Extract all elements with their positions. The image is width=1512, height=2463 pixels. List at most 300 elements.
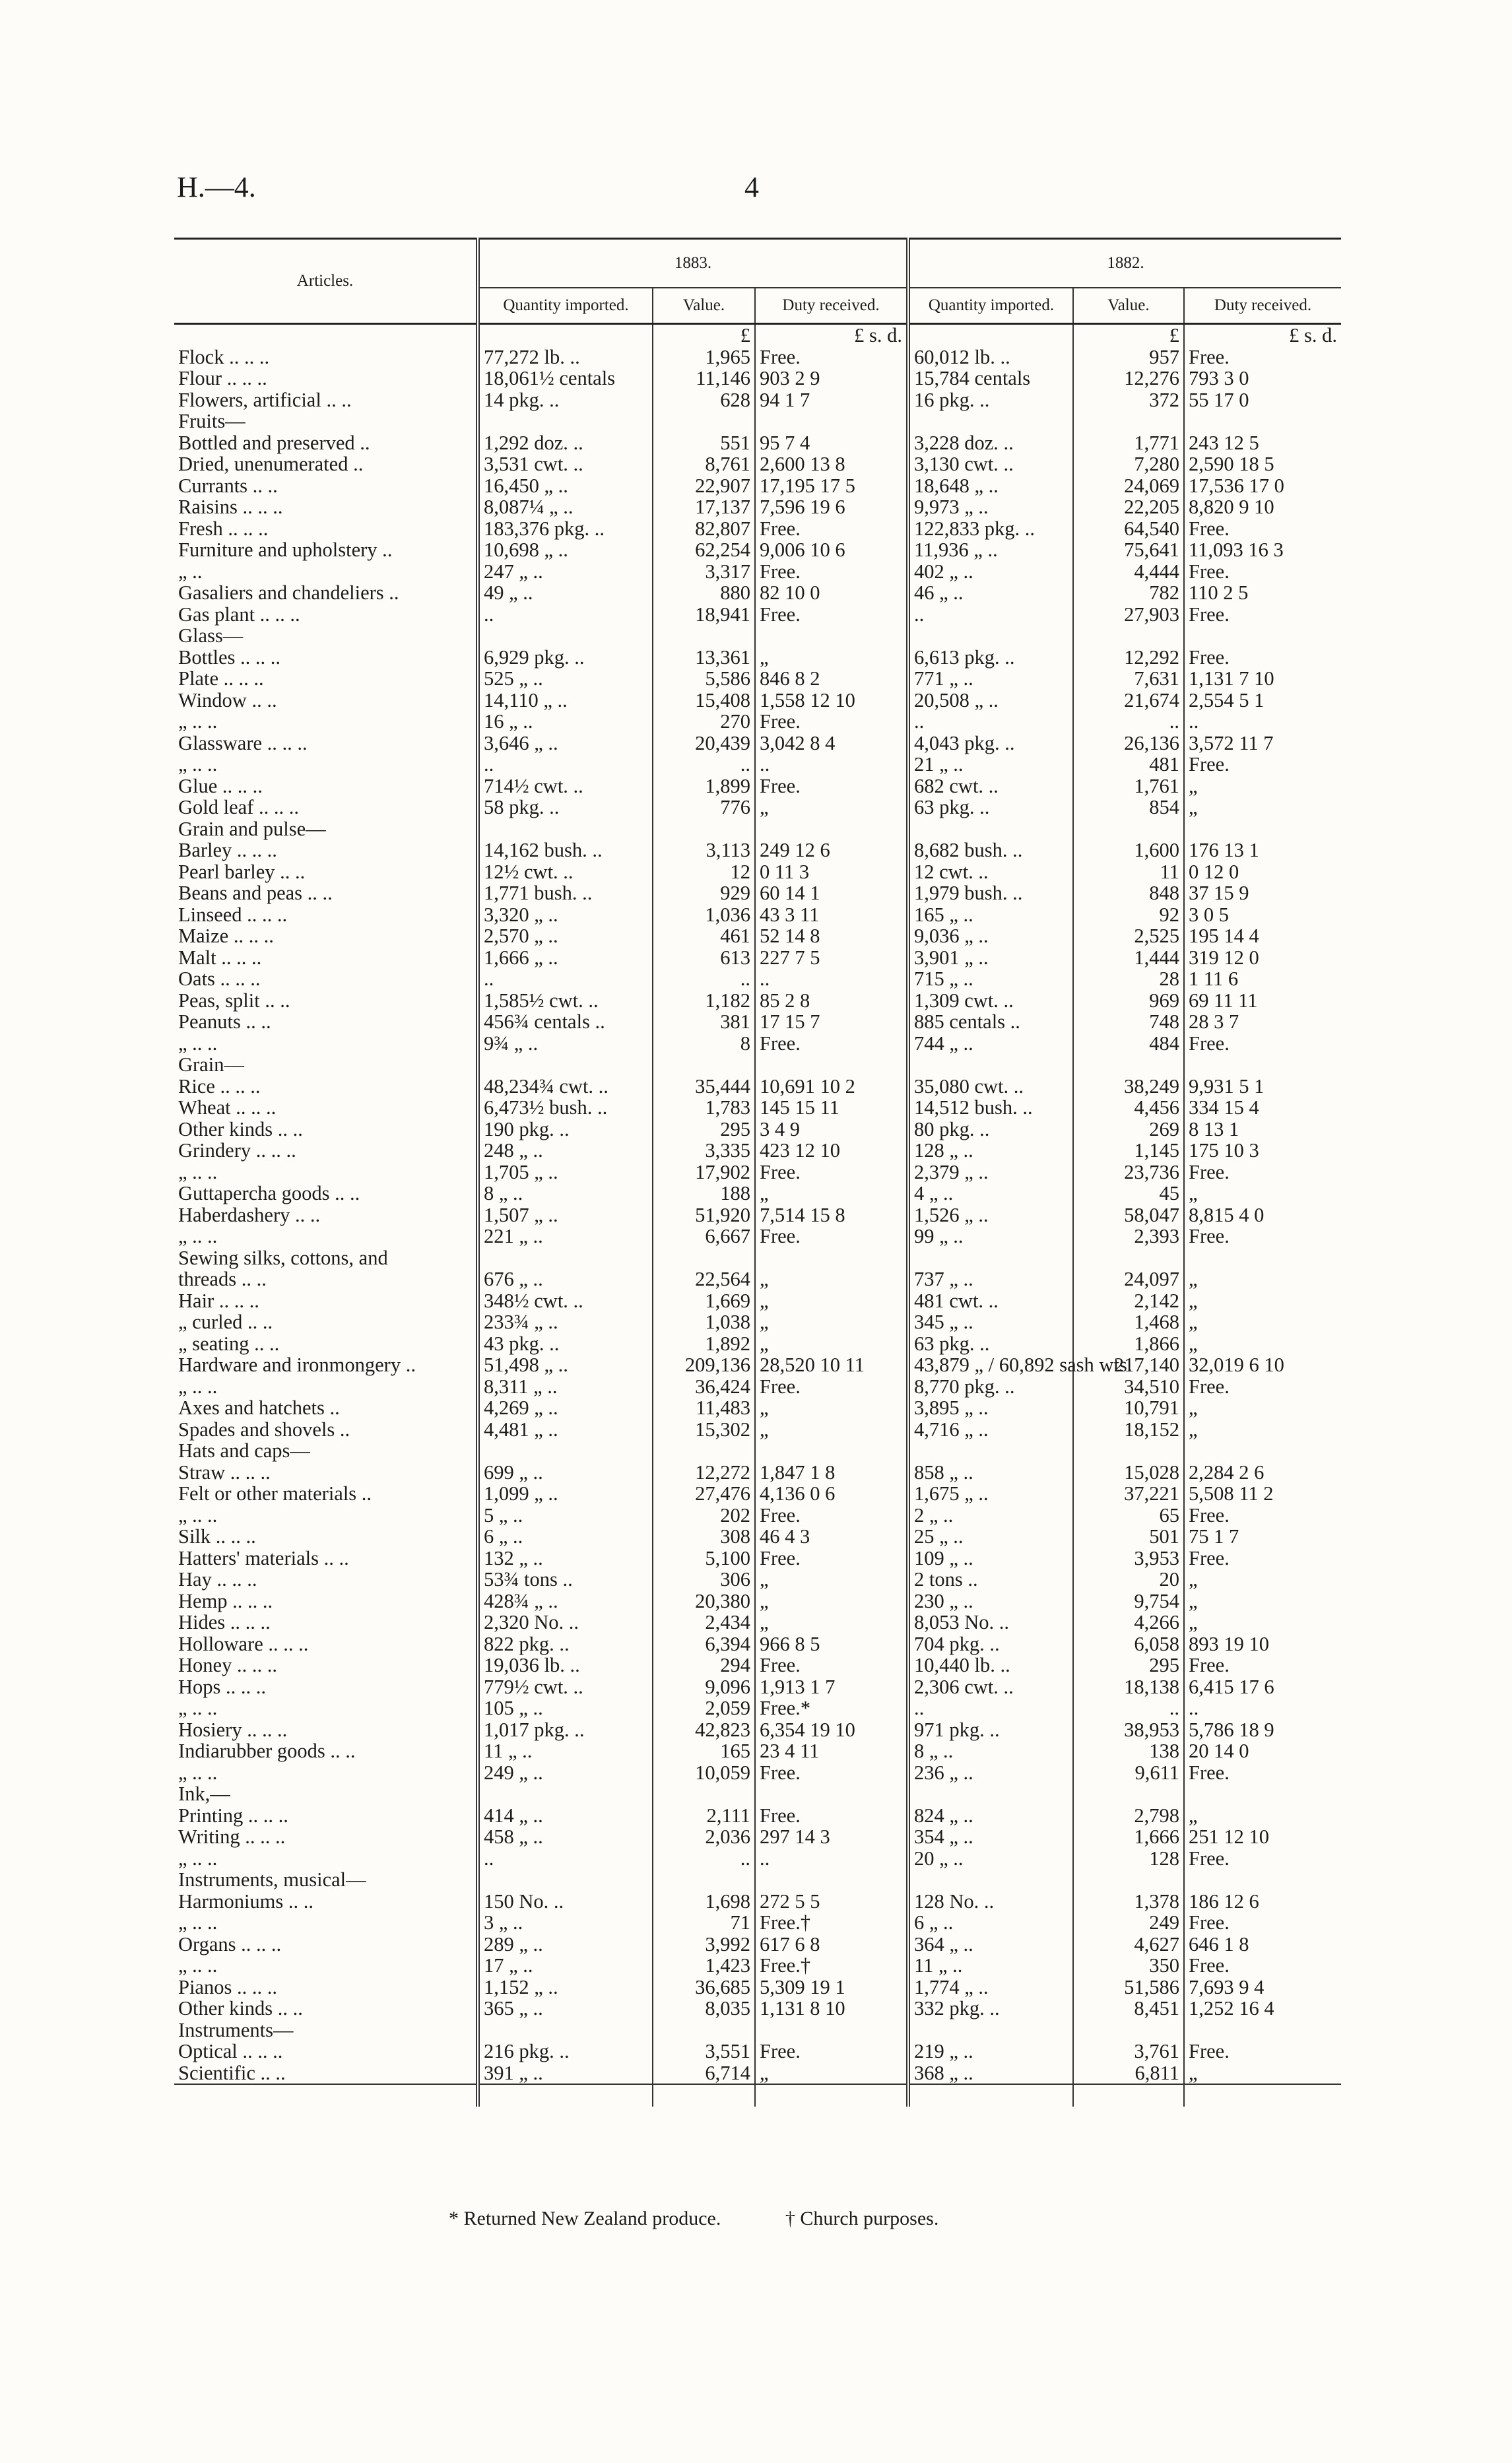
value-1882-cell: 249 (1073, 1912, 1184, 1934)
article-cell: „ .. .. (178, 710, 218, 733)
duty-1883-cell: „ (755, 647, 908, 669)
duty-1883-cell (755, 818, 908, 840)
qty-1882-cell: 43,879 „ / 60,892 sash wts. (908, 1354, 1073, 1376)
table-row (174, 1268, 1341, 1290)
value-1882-cell: 1,378 (1073, 1891, 1184, 1913)
qty-1883-cell: 248 „ .. (478, 1140, 653, 1162)
qty-1882-cell: .. (908, 711, 1073, 733)
qty-1883-cell: 676 „ .. (478, 1268, 653, 1290)
article-cell: Guttapercha goods .. .. (178, 1182, 360, 1204)
table-row (174, 1483, 1341, 1505)
qty-1883-cell: 132 „ .. (478, 1548, 653, 1569)
value-1883-cell: 461 (653, 925, 755, 947)
qty-1882-cell: 971 pkg. .. (908, 1719, 1073, 1741)
value-1882-cell: 748 (1073, 1011, 1184, 1033)
qty-1883-cell: .. (478, 1848, 653, 1870)
qty-1882-cell: 771 „ .. (908, 668, 1073, 690)
article-cell: Linseed .. .. .. (178, 903, 288, 926)
table-row (174, 1783, 1341, 1805)
value-1882-cell: 12,292 (1073, 647, 1184, 669)
duty-1883-cell: 227 7 5 (755, 947, 908, 969)
table-row (174, 496, 1341, 518)
value-1882-cell: 3,953 (1073, 1548, 1184, 1569)
qty-1882-cell: 2,379 „ .. (908, 1162, 1073, 1183)
duty-1883-cell: 46 4 3 (755, 1526, 908, 1548)
duty-1883-cell (755, 625, 908, 647)
value-1883-cell: 9,096 (653, 1676, 755, 1698)
duty-1882-cell: 8 13 1 (1184, 1119, 1341, 1140)
value-1882-cell: 9,611 (1073, 1762, 1184, 1784)
value-1882-cell: 8,451 (1073, 1998, 1184, 2020)
article-cell: Straw .. .. .. (178, 1461, 271, 1484)
article-cell: Ink,— (178, 1783, 230, 1805)
article-cell: Gas plant .. .. .. (178, 603, 300, 626)
value-1883-cell: 6,714 (653, 2062, 755, 2085)
duty-1882-cell: 2,284 2 6 (1184, 1462, 1341, 1484)
duty-1883-cell: „ (755, 1591, 908, 1612)
table-row (174, 754, 1341, 775)
value-1883-cell: 551 (653, 432, 755, 454)
qty-1882-cell: 18,648 „ .. (908, 475, 1073, 497)
qty-1883-cell: 77,272 lb. .. (478, 346, 653, 368)
value-1883-cell: 3,992 (653, 1934, 755, 1955)
qty-1883-cell: 16,450 „ .. (478, 475, 653, 497)
duty-1882-cell: 7,693 9 4 (1184, 1977, 1341, 1998)
value-1883-cell: 12,272 (653, 1462, 755, 1484)
qty-1883-cell (478, 1440, 653, 1462)
qty-1882-cell: 15,784 centals (908, 368, 1073, 389)
value-1883-cell: 3,551 (653, 2041, 755, 2062)
value-1883-cell: .. (653, 968, 755, 990)
duty-1883-cell: 423 12 10 (755, 1140, 908, 1162)
table-row (174, 1934, 1341, 1955)
qty-1882-cell: 236 „ .. (908, 1762, 1073, 1784)
duty-1883-cell: Free.† (755, 1955, 908, 1977)
table-row (174, 1762, 1341, 1784)
table-row (174, 1376, 1341, 1398)
duty-1882-cell: 5,786 18 9 (1184, 1719, 1341, 1741)
article-cell: „ .. (178, 560, 203, 583)
value-1882-cell: 38,953 (1073, 1719, 1184, 1741)
qty-1882-cell: 14,512 bush. .. (908, 1097, 1073, 1119)
qty-1883-cell (478, 625, 653, 647)
table-row (174, 1633, 1341, 1655)
qty-1882-cell: 21 „ .. (908, 754, 1073, 775)
article-cell: Instruments, musical— (178, 1868, 366, 1891)
duty-1883-cell: 60 14 1 (755, 882, 908, 904)
value-1883-cell: .. (653, 754, 755, 775)
value-1883-cell: 1,892 (653, 1333, 755, 1355)
duty-1883-cell: Free. (755, 1805, 908, 1827)
qty-1882-cell: 60,012 lb. .. (908, 346, 1073, 368)
duty-1883-cell (755, 1869, 908, 1891)
duty-1882-cell: 75 1 7 (1184, 1526, 1341, 1548)
duty-1882-cell: 11,093 16 3 (1184, 539, 1341, 561)
value-1882-cell: 34,510 (1073, 1376, 1184, 1398)
article-cell: Sewing silks, cottons, and (178, 1246, 388, 1269)
value-1882-cell: 1,666 (1073, 1826, 1184, 1848)
duty-1882-cell: Free. (1184, 647, 1341, 669)
article-cell: Pianos .. .. .. (178, 1975, 277, 1998)
value-1883-cell: 3,335 (653, 1140, 755, 1162)
article-cell: Raisins .. .. .. (178, 496, 283, 518)
value-1883-cell: 2,036 (653, 1826, 755, 1848)
article-cell: Holloware .. .. .. (178, 1632, 309, 1655)
qty-1882-cell: 8,770 pkg. .. (908, 1376, 1073, 1398)
article-cell: Hides .. .. .. (178, 1611, 271, 1633)
value-header-1882: Value. (1073, 288, 1184, 324)
duty-1882-cell: Free. (1184, 1376, 1341, 1398)
article-cell: „ .. .. (178, 1761, 218, 1784)
table-row (174, 539, 1341, 561)
duty-1882-cell: 251 12 10 (1184, 1826, 1341, 1848)
article-cell: Fresh .. .. .. (178, 517, 269, 540)
article-cell: Organs .. .. .. (178, 1932, 282, 1955)
value-1882-cell: 4,456 (1073, 1097, 1184, 1119)
qty-1883-cell: 183,376 pkg. .. (478, 518, 653, 540)
value-1882-cell: 45 (1073, 1183, 1184, 1204)
duty-1883-cell: Free. (755, 1376, 908, 1398)
unit-value-1883: £ (653, 324, 755, 346)
duty-1883-cell: Free.* (755, 1697, 908, 1719)
qty-1882-cell: 20,508 „ .. (908, 690, 1073, 711)
table-row (174, 346, 1341, 368)
duty-1883-cell: .. (755, 754, 908, 775)
value-header-1883: Value. (653, 288, 755, 324)
duty-1883-cell: 1,847 1 8 (755, 1462, 908, 1484)
qty-header-1882: Quantity imported. (908, 288, 1073, 324)
table-row (174, 1119, 1341, 1140)
article-cell: Writing .. .. .. (178, 1825, 286, 1848)
value-1883-cell: 165 (653, 1740, 755, 1762)
table-row (174, 1397, 1341, 1419)
article-cell: Peanuts .. .. (178, 1010, 271, 1033)
duty-1882-cell: „ (1184, 775, 1341, 797)
duty-1883-cell: Free.† (755, 1912, 908, 1934)
article-cell: Window .. .. (178, 688, 277, 711)
duty-1883-cell (755, 410, 908, 432)
article-cell: Printing .. .. .. (178, 1804, 288, 1827)
qty-header-1883: Quantity imported. (478, 288, 653, 324)
value-1883-cell (653, 410, 755, 432)
qty-1883-cell: 289 „ .. (478, 1934, 653, 1955)
duty-1883-cell: 17 15 7 (755, 1011, 908, 1033)
duty-1882-cell: 17,536 17 0 (1184, 475, 1341, 497)
table-row (174, 1011, 1341, 1033)
qty-1882-cell: 230 „ .. (908, 1591, 1073, 1612)
duty-1882-cell: 9,931 5 1 (1184, 1076, 1341, 1098)
article-cell: „ .. .. (178, 1160, 218, 1183)
qty-1883-cell: 822 pkg. .. (478, 1633, 653, 1655)
value-1882-cell: 9,754 (1073, 1591, 1184, 1612)
duty-1882-cell: 55 17 0 (1184, 389, 1341, 411)
value-1883-cell: 1,783 (653, 1097, 755, 1119)
qty-1883-cell: 1,705 „ .. (478, 1162, 653, 1183)
value-1882-cell: 782 (1073, 582, 1184, 604)
duty-1882-cell: 1 11 6 (1184, 968, 1341, 990)
value-1882-cell: 37,221 (1073, 1483, 1184, 1505)
qty-1882-cell: 704 pkg. .. (908, 1633, 1073, 1655)
value-1883-cell: 270 (653, 711, 755, 733)
duty-1883-cell: Free. (755, 346, 908, 368)
duty-1882-cell: „ (1184, 2062, 1341, 2085)
qty-1883-cell (478, 1869, 653, 1891)
table-row (174, 561, 1341, 583)
article-cell: Bottles .. .. .. (178, 645, 281, 669)
value-1883-cell: 5,586 (653, 668, 755, 690)
article-cell: Axes and hatchets .. (178, 1396, 340, 1419)
value-1883-cell: 1,182 (653, 990, 755, 1012)
duty-1882-cell: 334 15 4 (1184, 1097, 1341, 1119)
duty-header-1882: Duty received. (1184, 288, 1341, 324)
qty-1882-cell: 4,043 pkg. .. (908, 733, 1073, 754)
value-1883-cell: 202 (653, 1505, 755, 1527)
duty-1882-cell: 6,415 17 6 (1184, 1676, 1341, 1698)
qty-1883-cell: 3,531 cwt. .. (478, 453, 653, 475)
duty-1882-cell: Free. (1184, 1955, 1341, 1977)
footnote-returned: * Returned New Zealand produce. (449, 2208, 721, 2229)
value-1883-cell: 306 (653, 1569, 755, 1591)
qty-1882-cell: 109 „ .. (908, 1548, 1073, 1569)
value-1882-cell (1073, 1440, 1184, 1462)
qty-1882-cell: 2 tons .. (908, 1569, 1073, 1591)
value-1882-cell: 6,811 (1073, 2062, 1184, 2085)
qty-1882-cell (908, 2020, 1073, 2041)
value-1883-cell: 42,823 (653, 1719, 755, 1741)
qty-1883-cell: 1,292 doz. .. (478, 432, 653, 454)
article-cell: „ .. .. (178, 1847, 218, 1870)
duty-1882-cell: Free. (1184, 1548, 1341, 1569)
article-cell: Fruits— (178, 410, 246, 432)
qty-1883-cell: 2,570 „ .. (478, 925, 653, 947)
value-1882-cell: 1,444 (1073, 947, 1184, 969)
qty-1883-cell: 4,481 „ .. (478, 1419, 653, 1441)
table-row (174, 668, 1341, 690)
article-cell: Dried, unenumerated .. (178, 453, 364, 475)
article-cell: „ .. .. (178, 1375, 218, 1398)
duty-1882-cell: Free. (1184, 1762, 1341, 1784)
duty-1883-cell: 1,913 1 7 (755, 1676, 908, 1698)
qty-1882-cell: 6 „ .. (908, 1912, 1073, 1934)
duty-1882-cell (1184, 1783, 1341, 1805)
article-cell: Harmoniums .. .. (178, 1889, 314, 1913)
qty-1882-cell: 1,774 „ .. (908, 1977, 1073, 1998)
duty-1882-cell: „ (1184, 1183, 1341, 1204)
qty-1882-cell: .. (908, 1697, 1073, 1719)
value-1883-cell: 62,254 (653, 539, 755, 561)
value-1882-cell (1073, 818, 1184, 840)
duty-1883-cell: „ (755, 1419, 908, 1441)
value-1882-cell: 484 (1073, 1033, 1184, 1055)
value-1882-cell (1073, 1247, 1184, 1269)
duty-1882-cell: „ (1184, 1268, 1341, 1290)
article-cell: „ .. .. (178, 1225, 218, 1247)
duty-1882-cell: 2,590 18 5 (1184, 453, 1341, 475)
value-1882-cell: 15,028 (1073, 1462, 1184, 1484)
duty-1882-cell: „ (1184, 1419, 1341, 1441)
table-row (174, 1848, 1341, 1870)
table-row (174, 882, 1341, 904)
value-1882-cell: 2,798 (1073, 1805, 1184, 1827)
qty-1883-cell: 428¾ „ .. (478, 1591, 653, 1612)
duty-1882-cell: „ (1184, 1333, 1341, 1355)
table-row (174, 1740, 1341, 1762)
article-cell: Instruments— (178, 2018, 294, 2041)
value-1882-cell: 26,136 (1073, 733, 1184, 754)
table-row (174, 818, 1341, 840)
year-1883-header: 1883. (478, 239, 908, 288)
duty-1882-cell: 69 11 11 (1184, 990, 1341, 1012)
duty-1882-cell: 2,554 5 1 (1184, 690, 1341, 711)
table-row (174, 1977, 1341, 1998)
qty-1882-cell: 80 pkg. .. (908, 1119, 1073, 1140)
qty-1882-cell: 4 „ .. (908, 1183, 1073, 1204)
value-1883-cell: 3,113 (653, 839, 755, 861)
qty-1883-cell: 1,017 pkg. .. (478, 1719, 653, 1741)
article-cell: Currants .. .. (178, 474, 278, 497)
value-1883-cell (653, 2020, 755, 2041)
duty-1883-cell: 3,042 8 4 (755, 733, 908, 754)
qty-1883-cell: 6 „ .. (478, 1526, 653, 1548)
qty-1882-cell: 3,895 „ .. (908, 1397, 1073, 1419)
duty-1882-cell: Free. (1184, 1033, 1341, 1055)
qty-1883-cell: 1,099 „ .. (478, 1483, 653, 1505)
value-1883-cell: 15,408 (653, 690, 755, 711)
value-1882-cell: 2,393 (1073, 1226, 1184, 1247)
duty-1882-cell: 243 12 5 (1184, 432, 1341, 454)
article-cell: Other kinds .. .. (178, 1117, 303, 1140)
duty-1883-cell: Free. (755, 1655, 908, 1676)
value-1882-cell: 58,047 (1073, 1204, 1184, 1226)
value-1883-cell: 2,434 (653, 1612, 755, 1633)
duty-1883-cell: 17,195 17 5 (755, 475, 908, 497)
duty-1883-cell: „ (755, 1268, 908, 1290)
table-row (174, 1354, 1341, 1376)
table-row (174, 1419, 1341, 1441)
article-cell: Gold leaf .. .. .. (178, 796, 299, 818)
duty-1883-cell: Free. (755, 2041, 908, 2062)
qty-1883-cell: 11 „ .. (478, 1740, 653, 1762)
value-1882-cell: 65 (1073, 1505, 1184, 1527)
articles-header: Articles. (174, 239, 478, 324)
article-cell: Grain— (178, 1053, 244, 1076)
qty-1883-cell: 249 „ .. (478, 1762, 653, 1784)
duty-1882-cell: „ (1184, 1612, 1341, 1633)
article-cell: Hay .. .. .. (178, 1568, 257, 1591)
qty-1883-cell (478, 1247, 653, 1269)
table-row (174, 1247, 1341, 1269)
duty-1883-cell: 10,691 10 2 (755, 1076, 908, 1098)
qty-1883-cell: 1,771 bush. .. (478, 882, 653, 904)
table-row (174, 625, 1341, 647)
qty-1882-cell (908, 1783, 1073, 1805)
qty-1882-cell: 219 „ .. (908, 2041, 1073, 2062)
article-cell: Hatters' materials .. .. (178, 1546, 349, 1569)
qty-1882-cell: 8 „ .. (908, 1740, 1073, 1762)
table-row (174, 604, 1341, 626)
duty-1883-cell: Free. (755, 1505, 908, 1527)
qty-1883-cell: .. (478, 754, 653, 775)
qty-1883-cell: 714½ cwt. .. (478, 775, 653, 797)
table-row (174, 1333, 1341, 1355)
value-1883-cell: 1,669 (653, 1290, 755, 1312)
qty-1882-cell: 4,716 „ .. (908, 1419, 1073, 1441)
qty-1882-cell: 9,036 „ .. (908, 925, 1073, 947)
value-1883-cell: 880 (653, 582, 755, 604)
qty-1882-cell: 165 „ .. (908, 904, 1073, 926)
qty-1883-cell: 8,087¼ „ .. (478, 496, 653, 518)
value-1882-cell: 22,205 (1073, 496, 1184, 518)
qty-1883-cell: 1,152 „ .. (478, 1977, 653, 1998)
duty-1883-cell: 3 4 9 (755, 1119, 908, 1140)
duty-1882-cell: 0 12 0 (1184, 861, 1341, 883)
duty-1882-cell: „ (1184, 1290, 1341, 1312)
qty-1882-cell: 481 cwt. .. (908, 1290, 1073, 1312)
imports-table (174, 238, 1341, 2107)
value-1882-cell: 23,736 (1073, 1162, 1184, 1183)
value-1882-cell: 481 (1073, 754, 1184, 775)
duty-1882-cell: 5,508 11 2 (1184, 1483, 1341, 1505)
value-1883-cell: 10,059 (653, 1762, 755, 1784)
value-1883-cell: 22,564 (653, 1268, 755, 1290)
article-cell: Silk .. .. .. (178, 1525, 256, 1548)
qty-1882-cell: 1,675 „ .. (908, 1483, 1073, 1505)
duty-1883-cell: .. (755, 1848, 908, 1870)
duty-1883-cell: 4,136 0 6 (755, 1483, 908, 1505)
value-1882-cell: 6,058 (1073, 1633, 1184, 1655)
value-1882-cell: 1,468 (1073, 1311, 1184, 1333)
duty-1883-cell: .. (755, 968, 908, 990)
article-cell: Indiarubber goods .. .. (178, 1740, 356, 1762)
article-cell: Hosiery .. .. .. (178, 1718, 288, 1741)
table-row (174, 990, 1341, 1012)
article-cell: Furniture and upholstery .. (178, 539, 393, 561)
value-1882-cell (1073, 1054, 1184, 1076)
value-1882-cell: 75,641 (1073, 539, 1184, 561)
qty-1883-cell: 456¾ centals .. (478, 1011, 653, 1033)
table-row (174, 2062, 1341, 2085)
qty-1882-cell (908, 1440, 1073, 1462)
qty-1883-cell: 53¾ tons .. (478, 1569, 653, 1591)
value-1883-cell: 8,035 (653, 1998, 755, 2020)
duty-1883-cell: 5,309 19 1 (755, 1977, 908, 1998)
duty-1883-cell: Free. (755, 518, 908, 540)
value-1882-cell: 295 (1073, 1655, 1184, 1676)
duty-1882-cell: Free. (1184, 2041, 1341, 2062)
article-cell: Glue .. .. .. (178, 774, 263, 797)
qty-1883-cell: .. (478, 604, 653, 626)
qty-1882-cell: 11 „ .. (908, 1955, 1073, 1977)
page-number: 4 (744, 171, 759, 203)
table-row (174, 1612, 1341, 1633)
value-1882-cell: 1,771 (1073, 432, 1184, 454)
duty-1883-cell: Free. (755, 604, 908, 626)
value-1882-cell: 27,903 (1073, 604, 1184, 626)
value-1882-cell: 18,138 (1073, 1676, 1184, 1698)
qty-1883-cell: 3 „ .. (478, 1912, 653, 1934)
duty-1883-cell: Free. (755, 561, 908, 583)
value-1883-cell: 294 (653, 1655, 755, 1676)
article-cell: Plate .. .. .. (178, 667, 264, 690)
duty-1883-cell: Free. (755, 711, 908, 733)
value-1882-cell: 969 (1073, 990, 1184, 1012)
duty-1883-cell: „ (755, 1397, 908, 1419)
duty-1883-cell: 9,006 10 6 (755, 539, 908, 561)
table-row (174, 582, 1341, 604)
table-row (174, 1140, 1341, 1162)
value-1882-cell: 2,525 (1073, 925, 1184, 947)
duty-1883-cell: „ (755, 797, 908, 818)
